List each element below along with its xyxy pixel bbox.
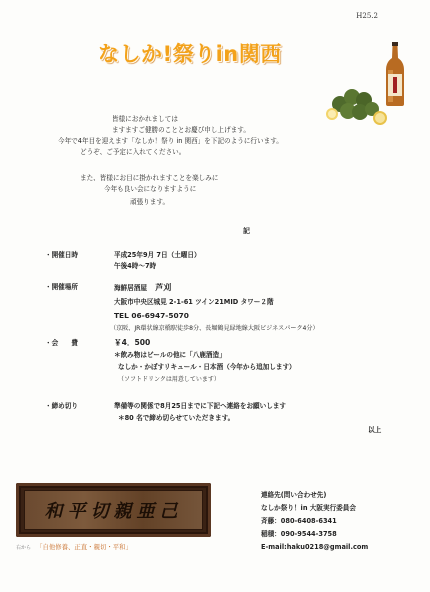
wooden-plaque	[16, 483, 211, 537]
venue-access: （京阪、JR環状線京橋駅徒歩8分、長堀鶴見緑地線大阪ビジネスパーク4分）	[110, 325, 319, 332]
fee-label: ・会 費	[45, 339, 78, 347]
plaque-caption-prefix: 右から	[16, 545, 32, 551]
plaque-caption	[16, 542, 211, 551]
event-title: なしか!祭りin関西	[98, 42, 282, 66]
greeting-line-6: また、皆様にお目に掛かれますことを楽しみに	[80, 174, 219, 182]
greeting-line-2: ますますご健勝のこととお慶び申し上げます。	[112, 126, 250, 134]
contact-heading: 連絡先(問い合わせ先)	[261, 491, 327, 499]
greeting-line-8: 頑張ります。	[130, 198, 170, 206]
venue-prefix: 海鮮居酒屋	[114, 284, 147, 292]
venue-address: 大阪市中央区城見 2-1-61 ツイン21MID タワー２階	[114, 298, 274, 306]
date-label: ・開催日時	[45, 251, 78, 259]
venue	[114, 283, 171, 293]
contact-email: E-mail:haku0218@gmail.com	[261, 543, 369, 551]
drinks-line-3: （ソフトドリンクは用意しています）	[118, 376, 220, 383]
contact-person-2: 稲積：090-9544-3758	[261, 530, 337, 538]
place-label: ・開催場所	[45, 283, 78, 291]
fee-amount: ￥4．500	[114, 338, 151, 347]
event-time: 午後4時～7時	[114, 262, 157, 270]
greeting-line-4: どうぞ、ご予定に入れてください。	[80, 148, 186, 156]
contact-person-1: 斉藤：080-6408-6341	[261, 517, 337, 525]
greeting-line-3: 今年で4年目を迎えます「なしか！祭り in 関西」を下記のように行います。	[58, 137, 283, 145]
drinks-line-2: なしか・かぼすリキュール・日本酒（今年から追加します）	[118, 363, 296, 371]
plaque-calligraphy: 和平切親亜己	[44, 501, 183, 522]
kabosu-citrus-icon	[326, 84, 390, 126]
deadline-label: ・締め切り	[45, 402, 78, 410]
venue-tel: TEL 06-6947-5070	[114, 311, 189, 320]
event-date: 平成25年9月 7日（土曜日）	[114, 251, 201, 259]
deadline-line-1: 準備等の関係で8月25日までに下記へ連絡をお願いします	[114, 402, 287, 410]
ki-heading: 記	[243, 227, 250, 235]
contact-committee: なしか祭り！in 大阪実行委員会	[261, 504, 356, 512]
closing-ijou: 以上	[368, 426, 382, 434]
greeting-line-1: 皆様におかれましては	[112, 115, 178, 123]
drinks-line-1: ＊飲み物はビールの他に「八鹿酒造」	[114, 351, 226, 359]
document-reference: H25.2	[356, 12, 378, 20]
plaque-caption-text: 「自他修養、正直・親切・平和」	[36, 543, 132, 551]
greeting-line-7: 今年も良い会になりますように	[104, 185, 197, 193]
venue-name: 芦刈	[155, 283, 172, 292]
deadline-line-2: ＊80 名で締め切らせていただきます。	[118, 414, 235, 422]
plaque-board	[24, 490, 203, 530]
